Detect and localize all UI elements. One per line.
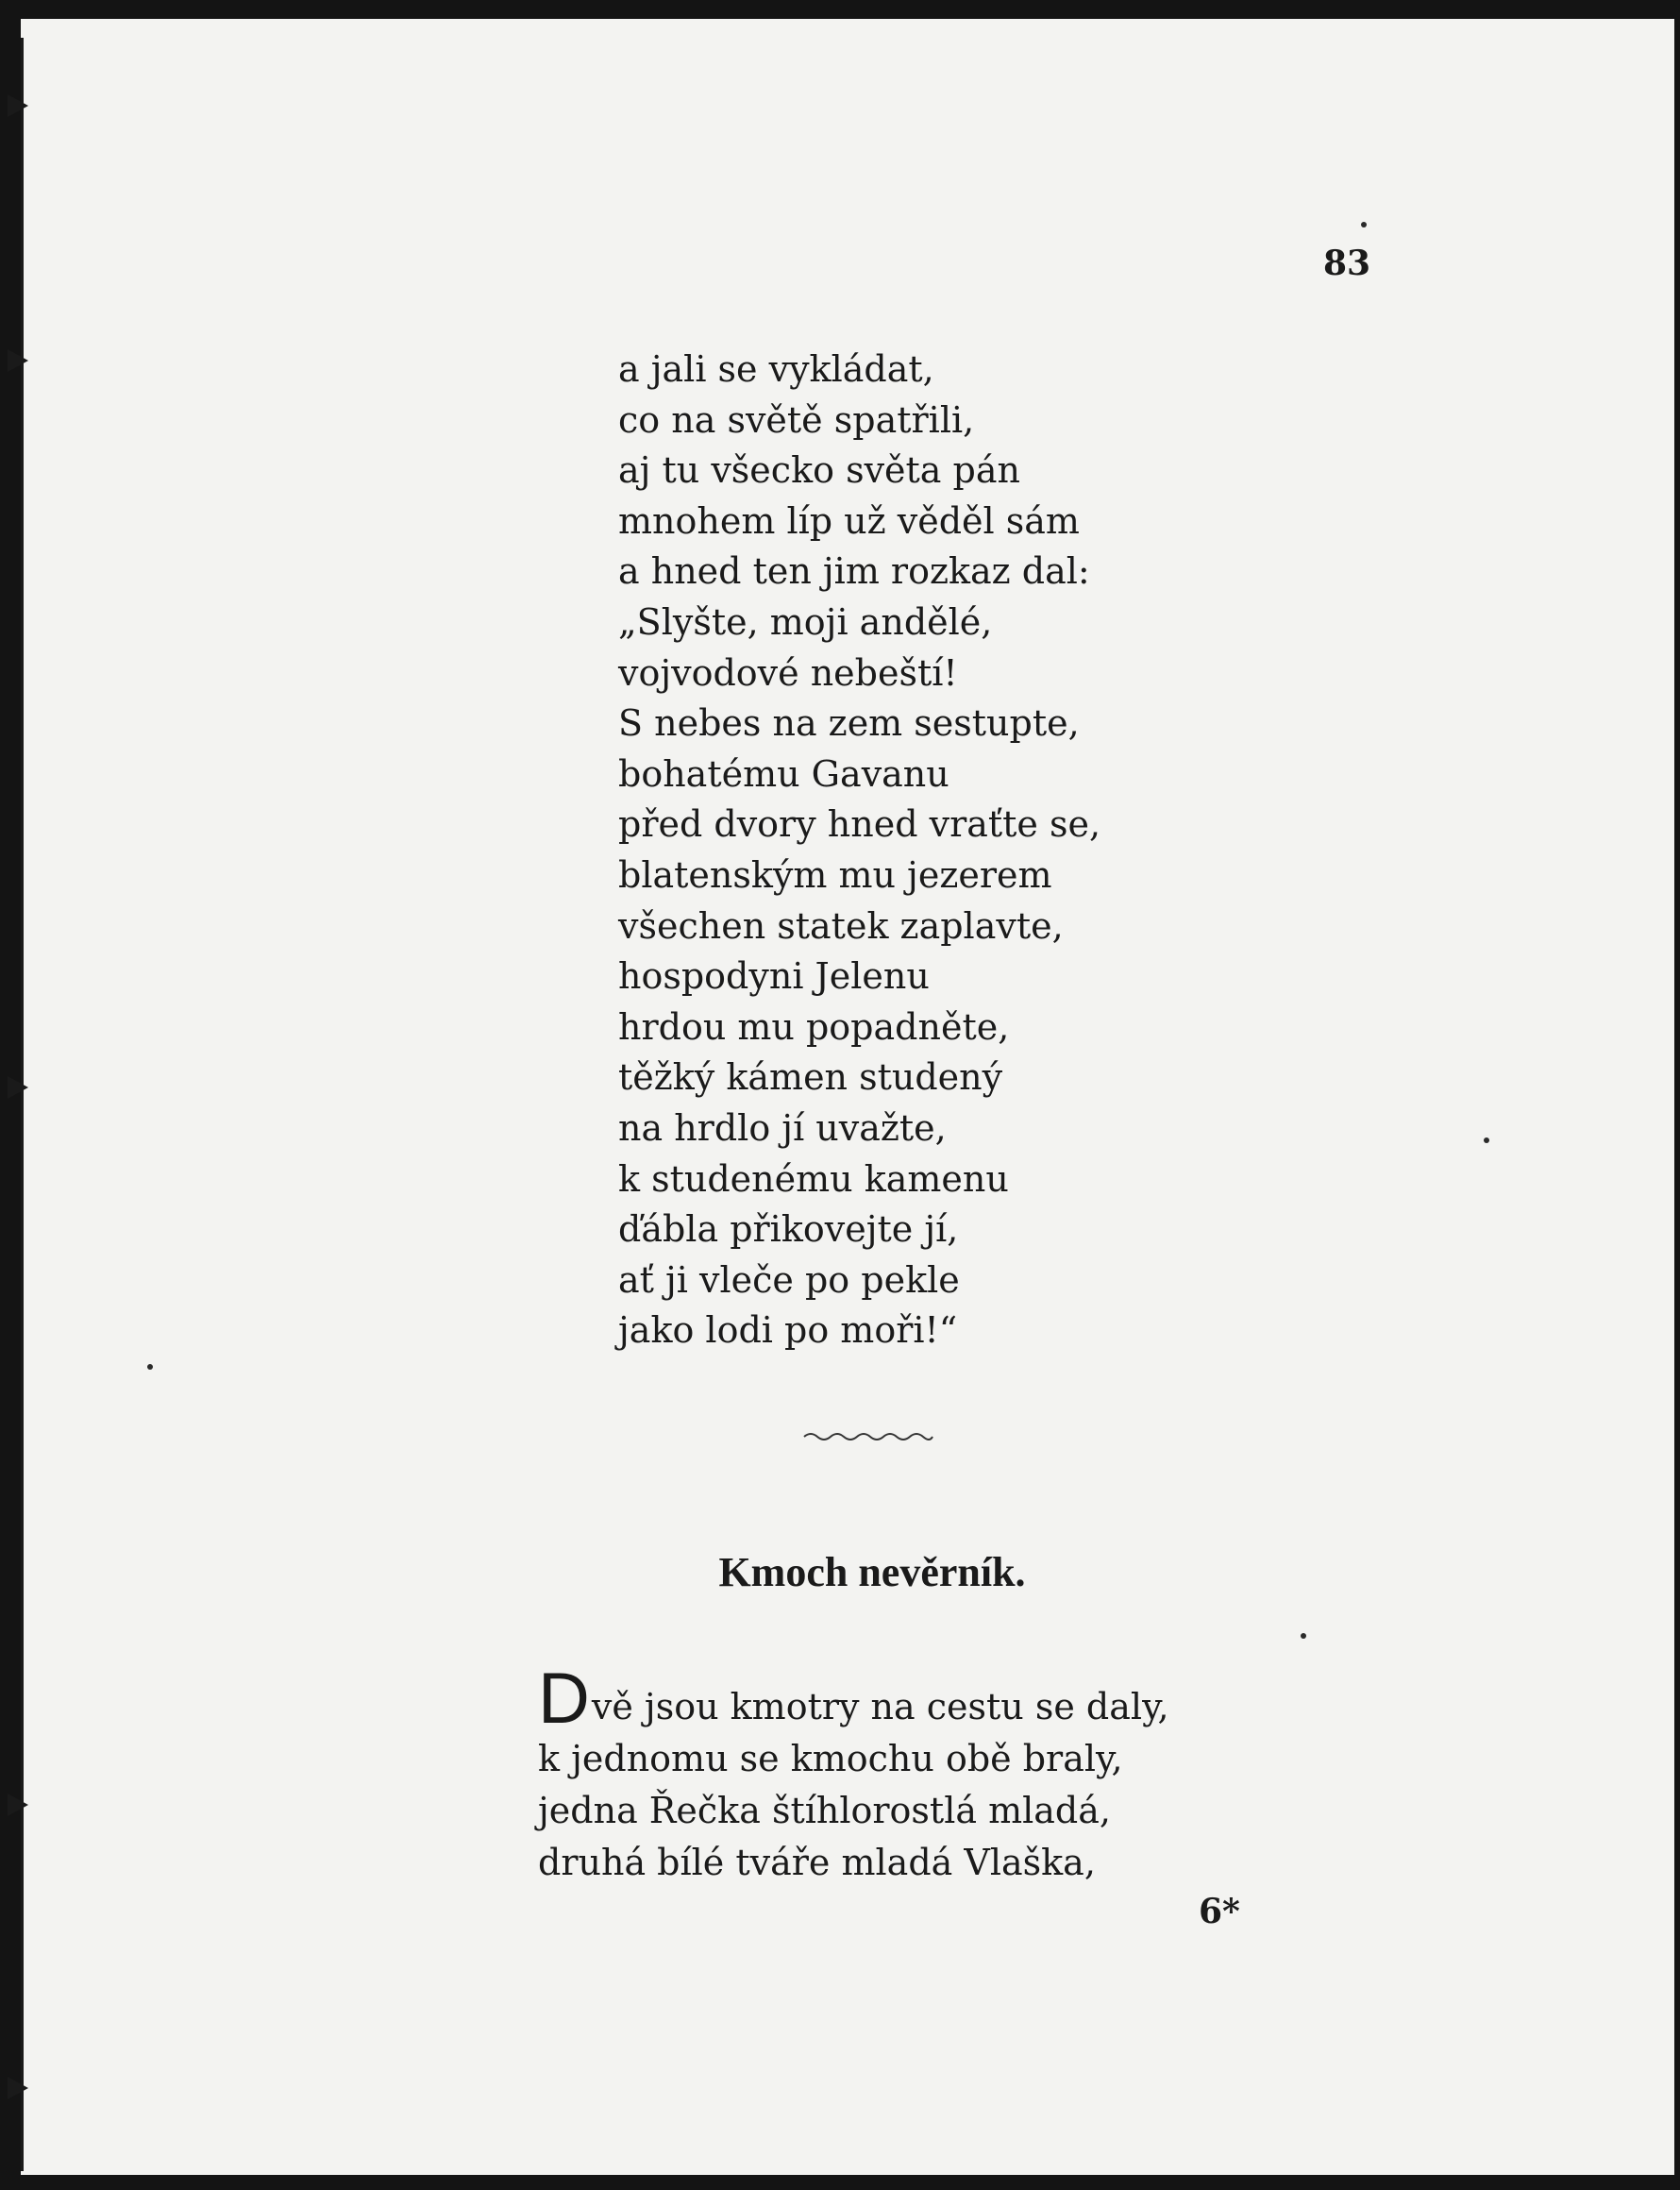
poem-line: ďábla přikovejte jí, bbox=[618, 1208, 959, 1251]
poem-line: druhá bílé tváře mladá Vlaška, bbox=[538, 1842, 1096, 1883]
printer-signature-mark: 6* bbox=[1199, 1892, 1240, 1931]
poem-line: S nebes na zem sestupte, bbox=[618, 702, 1080, 745]
poem-line: všechen statek zaplavte, bbox=[618, 904, 1064, 947]
wavy-divider-ornament bbox=[802, 1429, 934, 1444]
poem-line: blatenským mu jezerem bbox=[618, 853, 1052, 896]
poem-line: jako lodi po moři!“ bbox=[618, 1309, 958, 1352]
binding-mark bbox=[8, 1076, 28, 1099]
poem-line: k studenému kamenu bbox=[618, 1157, 1009, 1200]
binding-mark bbox=[8, 2077, 28, 2099]
poem-stanza bbox=[618, 345, 1100, 1356]
poem-line: ať ji vleče po pekle bbox=[618, 1258, 960, 1301]
poem-line: a hned ten jim rozkaz dal: bbox=[618, 550, 1090, 593]
poem-line: vojvodové nebeští! bbox=[618, 651, 958, 694]
poem-line-text: vě jsou kmotry na cestu se daly, bbox=[591, 1686, 1169, 1727]
binding-mark bbox=[8, 1794, 28, 1816]
poem-line: k jednomu se kmochu obě braly, bbox=[538, 1738, 1123, 1779]
poem-line bbox=[538, 1659, 1169, 1739]
binding-mark bbox=[8, 94, 28, 117]
section-title: Kmoch nevěrník. bbox=[718, 1549, 1026, 1595]
poem-line: hospodyni Jelenu bbox=[618, 955, 930, 998]
poem-line: těžký kámen studený bbox=[618, 1056, 1003, 1099]
second-poem-stanza bbox=[538, 1659, 1169, 1889]
poem-line: jedna Řečka štíhlorostlá mladá, bbox=[538, 1790, 1111, 1831]
binding-mark bbox=[8, 349, 28, 372]
speck bbox=[1361, 222, 1367, 227]
drop-cap: D bbox=[538, 1659, 590, 1739]
poem-line: mnohem líp už věděl sám bbox=[618, 499, 1080, 542]
page-number: 83 bbox=[1323, 244, 1371, 283]
poem-line: „Slyšte, moji andělé, bbox=[618, 600, 993, 643]
poem-line: před dvory hned vraťte se, bbox=[618, 803, 1101, 846]
speck bbox=[1484, 1137, 1489, 1143]
speck bbox=[1301, 1633, 1306, 1639]
poem-line: aj tu všecko světa pán bbox=[618, 449, 1020, 492]
poem-line: co na světě spatřili, bbox=[618, 398, 975, 441]
poem-line: bohatému Gavanu bbox=[618, 752, 949, 795]
poem-line: na hrdlo jí uvažte, bbox=[618, 1106, 947, 1149]
speck bbox=[147, 1364, 153, 1370]
poem-line: hrdou mu popadněte, bbox=[618, 1005, 1010, 1048]
poem-line: a jali se vykládat, bbox=[618, 348, 934, 390]
